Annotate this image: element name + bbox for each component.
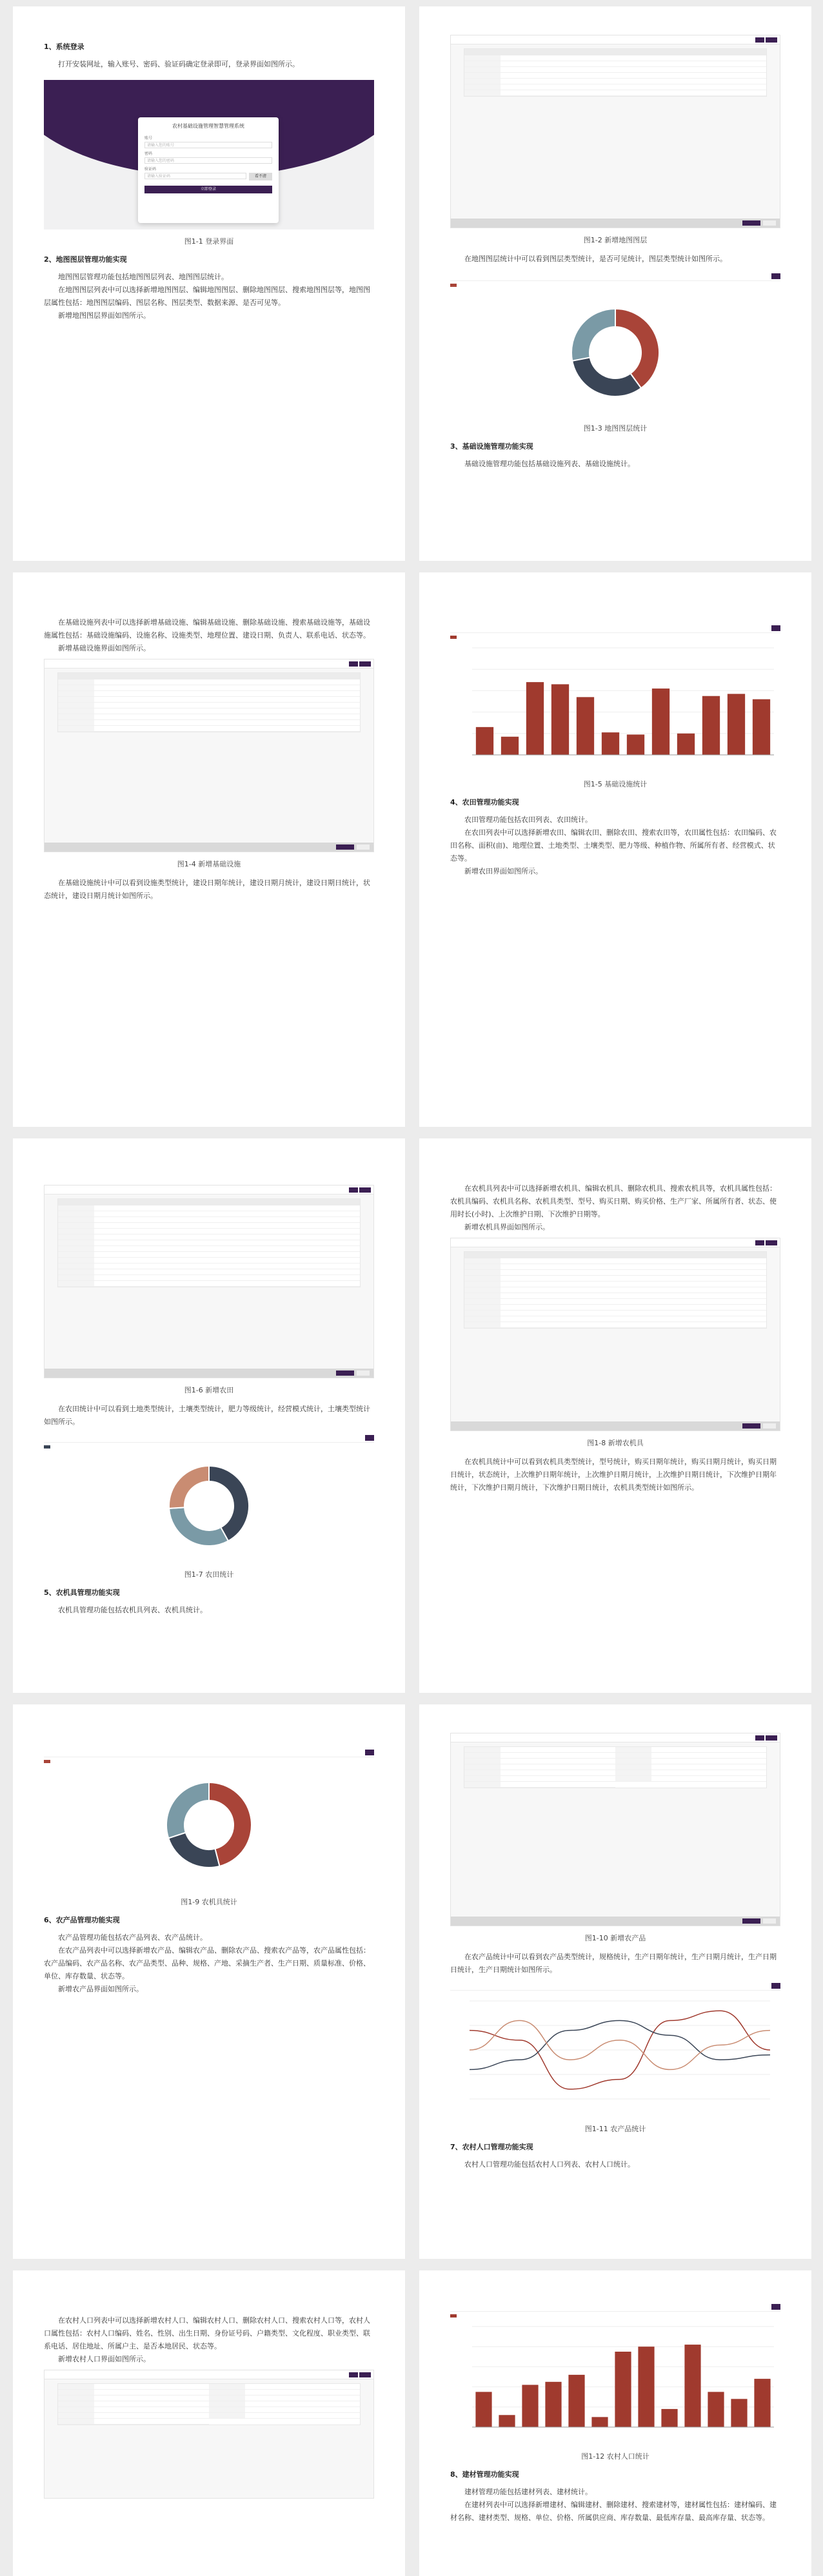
chart-toolbar	[450, 1982, 780, 1991]
paragraph: 打开安装网址，输入账号、密码、验证码确定登录即可，登录界面如图所示。	[58, 60, 299, 68]
paragraph: 在农产品统计中可以看到农产品类型统计，规格统计，生产日期年统计，生产日期月统计，生产日期日统计，生产日期统计如图所示。	[450, 1953, 777, 1974]
chart-frame	[450, 624, 780, 772]
login-title: 农村基础设施管理智慧管理系统	[172, 123, 244, 129]
form-card	[57, 1198, 361, 1287]
cancel-button[interactable]	[763, 1423, 776, 1429]
pie-slice	[166, 1782, 209, 1838]
figure-caption: 图1-6 新增农田	[184, 1386, 234, 1394]
paragraph: 在农田列表中可以选择新增农田、编辑农田、删除农田、搜索农田等，农田属性包括：农田编码、农田名称、面积(亩)、地理位置、土地类型、土壤类型、肥力等级、种植作物、所属所有者、经营模式、状态等。	[450, 828, 777, 863]
bar	[731, 2399, 747, 2427]
figure-caption: 图1-12 农村人口统计	[581, 2452, 649, 2461]
paragraph: 农产品管理功能包括农产品列表、农产品统计。	[58, 1933, 207, 1942]
section-heading: 2、地图图层管理功能实现	[44, 255, 127, 264]
form-topbar	[45, 1186, 373, 1195]
paragraph: 在农田统计中可以看到土地类型统计，土壤类型统计，肥力等级统计，经营模式统计，土壤类型统计如图所示。	[44, 1405, 370, 1426]
chart-toolbar	[450, 2303, 780, 2312]
search-button[interactable]	[771, 2304, 780, 2310]
bar	[475, 2392, 491, 2427]
paragraph: 农机具管理功能包括农机具列表、农机具统计。	[58, 1606, 207, 1614]
form-topbar	[451, 1733, 780, 1742]
bar	[638, 2347, 654, 2427]
pie-chart	[450, 289, 780, 416]
doc-page-5	[13, 1138, 405, 1693]
chart-frame	[450, 1982, 780, 2117]
figure-caption: 图1-1 登录界面	[184, 237, 234, 246]
bar	[577, 697, 594, 755]
form-card-header	[58, 1199, 360, 1205]
pie-slice	[169, 1466, 209, 1508]
figure-caption: 图1-10 新增农产品	[584, 1934, 646, 1942]
bar	[526, 682, 544, 755]
figure-caption: 图1-11 农产品统计	[584, 2125, 646, 2133]
chart-toolbar	[450, 272, 780, 281]
form-card	[464, 1746, 767, 1788]
form-footer	[451, 1917, 780, 1926]
paragraph: 农田管理功能包括农田列表、农田统计。	[464, 815, 592, 824]
paragraph: 地图图层管理功能包括地图图层列表、地图图层统计。	[58, 273, 228, 281]
pie-chart	[44, 1451, 374, 1561]
submit-button[interactable]	[336, 1371, 354, 1376]
paragraph: 在农产品列表中可以选择新增农产品、编辑农产品、删除农产品、搜索农产品等，农产品属性包括：农产品编码、农产品名称、农产品类型、品种、规格、产地、采摘生产者、生产日期、质量标准、价格、单位、库存数量、状态等。	[44, 1946, 370, 1980]
paragraph: 在地图图层统计中可以看到图层类型统计，是否可见统计，图层类型统计如图所示。	[464, 255, 727, 263]
chart-toolbar	[44, 1434, 374, 1443]
bar	[627, 734, 644, 755]
bar	[602, 732, 619, 755]
search-button[interactable]	[365, 1435, 374, 1441]
paragraph: 在基础设施统计中可以看到设施类型统计，建设日期年统计，建设日期月统计，建设日期日统计，状态统计，建设日期月统计如图所示。	[44, 879, 370, 900]
paragraph: 新增农村人口界面如图所示。	[58, 2355, 150, 2363]
submit-button[interactable]	[336, 844, 354, 850]
submit-button[interactable]	[742, 1918, 760, 1924]
bar	[708, 2392, 724, 2427]
chart-legend	[44, 1445, 374, 1449]
form-screenshot	[450, 1238, 780, 1431]
figure-caption: 图1-9 农机具统计	[181, 1898, 237, 1906]
section-heading: 8、建材管理功能实现	[450, 2470, 519, 2479]
search-button[interactable]	[771, 1983, 780, 1989]
paragraph: 在农村人口列表中可以选择新增农村人口、编辑农村人口、删除农村人口、搜索农村人口等，农村人口属性包括：农村人口编码、姓名、性别、出生日期、身份证号码、户籍类型、文化程度、职业类型、联系电话、居住地址、所属户主、是否本地居民、状态等。	[44, 2316, 370, 2350]
bar	[545, 2382, 561, 2427]
login-screenshot	[44, 80, 374, 229]
figure-caption: 图1-2 新增地图图层	[583, 236, 648, 244]
paragraph: 新增农田界面如图所示。	[464, 867, 542, 875]
bar	[661, 2409, 677, 2427]
figure-caption: 图1-4 新增基础设施	[177, 860, 241, 868]
bar	[753, 699, 770, 755]
form-screenshot	[44, 659, 374, 852]
paragraph: 在地图图层列表中可以选择新增地图图层、编辑地图图层、删除地图图层、搜索地图图层等，地图图层属性包括：地图图层编码、图层名称、图层类型、数据来源、是否可见等。	[44, 286, 370, 307]
doc-page-8	[419, 1704, 811, 2259]
paragraph: 新增农产品界面如图所示。	[58, 1985, 143, 1993]
cancel-button[interactable]	[357, 1371, 370, 1376]
bar-chart	[450, 641, 780, 770]
section-heading: 7、农村人口管理功能实现	[450, 2143, 533, 2151]
paragraph: 新增地图图层界面如图所示。	[58, 311, 150, 320]
paragraph: 在基础设施列表中可以选择新增基础设施、编辑基础设施、删除基础设施、搜索基础设施等，基础设施属性包括：基础设施编码、设施名称、设施类型、地理位置、建设日期、负责人、联系电话、状态等。	[44, 618, 370, 639]
form-card-header	[58, 673, 360, 679]
form-card-header	[464, 49, 766, 55]
form-topbar	[45, 2370, 373, 2379]
form-footer	[451, 219, 780, 228]
form-card-header	[464, 1252, 766, 1258]
chart-frame	[44, 1434, 374, 1563]
account-label: 账号	[144, 136, 153, 141]
bar	[501, 737, 519, 755]
paragraph: 新增农机具界面如图所示。	[464, 1223, 550, 1231]
form-footer	[45, 1369, 373, 1378]
doc-page-7	[13, 1704, 405, 2259]
cancel-button[interactable]	[763, 1918, 776, 1924]
paragraph: 在建材列表中可以选择新增建材、编辑建材、删除建材、搜索建材等，建材属性包括：建材编码、建材名称、建材类型、规格、单位、价格、所属供应商、库存数量、最低库存量、最高库存量、状态等。	[450, 2501, 777, 2522]
form-card	[464, 1251, 767, 1329]
bar	[728, 694, 745, 755]
form-card	[57, 2383, 361, 2425]
bar	[652, 688, 669, 755]
bar	[702, 696, 720, 755]
doc-page-3	[13, 572, 405, 1127]
line-chart	[450, 1991, 780, 2113]
figure-caption: 图1-7 农田统计	[184, 1570, 234, 1579]
figure-caption: 图1-5 基础设施统计	[583, 780, 648, 788]
password-input[interactable]: 请输入您的密码	[144, 157, 272, 164]
form-screenshot	[450, 35, 780, 228]
chart-toolbar	[450, 624, 780, 633]
form-topbar	[451, 1238, 780, 1247]
bar	[591, 2417, 608, 2427]
paragraph: 新增基础设施界面如图所示。	[58, 644, 150, 652]
code-row	[144, 173, 272, 181]
doc-page-9	[13, 2270, 405, 2576]
bar	[476, 727, 493, 755]
cancel-button[interactable]	[357, 844, 370, 850]
chart-frame	[44, 1748, 374, 1890]
form-card	[57, 672, 361, 732]
login-button[interactable]: 立即登录	[144, 186, 272, 193]
search-button[interactable]	[771, 625, 780, 631]
cancel-button[interactable]	[763, 220, 776, 226]
pie-slice	[571, 309, 615, 361]
code-input[interactable]: 请输入验证码	[144, 173, 246, 179]
chart-legend	[450, 284, 780, 287]
doc-page-10	[419, 2270, 811, 2576]
bar	[754, 2379, 770, 2427]
search-button[interactable]	[365, 1750, 374, 1755]
chart-legend	[450, 636, 780, 639]
form-footer	[451, 1421, 780, 1430]
figure-caption: 图1-8 新增农机具	[587, 1439, 644, 1447]
chart-legend	[44, 1760, 374, 1763]
bar	[499, 2415, 515, 2427]
captcha-button[interactable]: 看不清	[249, 173, 272, 181]
doc-page-1	[13, 6, 405, 561]
doc-page-2	[419, 6, 811, 561]
paragraph: 在农机具统计中可以看到农机具类型统计，型号统计，购买日期年统计，购买日期月统计，购买日期日统计，状态统计，上次维护日期年统计，上次维护日期月统计，上次维护日期日统计，下次维护日期年统计，下次维护日期月统计，下次维护日期日统计，农机具类型统计如图所示。	[450, 1458, 777, 1492]
section-heading: 1、系统登录	[44, 43, 84, 51]
paragraph: 农村人口管理功能包括农村人口列表、农村人口统计。	[464, 2160, 635, 2169]
doc-page-4	[419, 572, 811, 1127]
submit-button[interactable]	[742, 220, 760, 226]
pie-chart	[44, 1766, 374, 1888]
pie-slice	[615, 309, 659, 388]
bar	[677, 734, 695, 755]
form-footer	[45, 843, 373, 852]
paragraph: 基础设施管理功能包括基础设施列表、基础设施统计。	[464, 460, 635, 468]
pie-slice	[169, 1507, 228, 1546]
section-heading: 4、农田管理功能实现	[450, 798, 519, 806]
figure-caption: 图1-3 地图图层统计	[583, 424, 648, 433]
section-heading: 3、基础设施管理功能实现	[450, 442, 533, 451]
chart-frame	[450, 272, 780, 416]
pie-slice	[168, 1833, 219, 1868]
form-screenshot	[44, 1185, 374, 1378]
paragraph: 建材管理功能包括建材列表、建材统计。	[464, 2488, 592, 2496]
form-screenshot	[450, 1733, 780, 1926]
bar	[615, 2352, 631, 2427]
form-card	[464, 48, 767, 97]
pie-slice	[572, 357, 641, 396]
chart-legend	[450, 2314, 780, 2317]
bar	[551, 684, 569, 755]
bar-chart	[450, 2320, 780, 2443]
paragraph: 在农机具列表中可以选择新增农机具、编辑农机具、删除农机具、搜索农机具等，农机具属性包括：农机具编码、农机具名称、农机具类型、型号、购买日期、购买价格、生产厂家、所属所有者、状态、使用时长(小时)、上次维护日期、下次维护日期等。	[450, 1184, 777, 1218]
form-topbar	[45, 659, 373, 668]
series-line	[470, 2020, 770, 2069]
bar	[522, 2385, 538, 2427]
doc-page-6	[419, 1138, 811, 1693]
search-button[interactable]	[771, 273, 780, 279]
form-screenshot	[44, 2370, 374, 2499]
bar	[684, 2345, 700, 2427]
submit-button[interactable]	[742, 1423, 760, 1429]
code-label: 验证码	[144, 167, 157, 171]
chart-toolbar	[44, 1748, 374, 1757]
section-heading: 6、农产品管理功能实现	[44, 1916, 120, 1924]
login-box	[138, 117, 279, 223]
section-heading: 5、农机具管理功能实现	[44, 1588, 120, 1597]
password-label: 密码	[144, 151, 153, 156]
account-input[interactable]: 请输入您的账号	[144, 142, 272, 148]
chart-frame	[450, 2303, 780, 2444]
form-topbar	[451, 35, 780, 44]
bar	[568, 2375, 584, 2427]
